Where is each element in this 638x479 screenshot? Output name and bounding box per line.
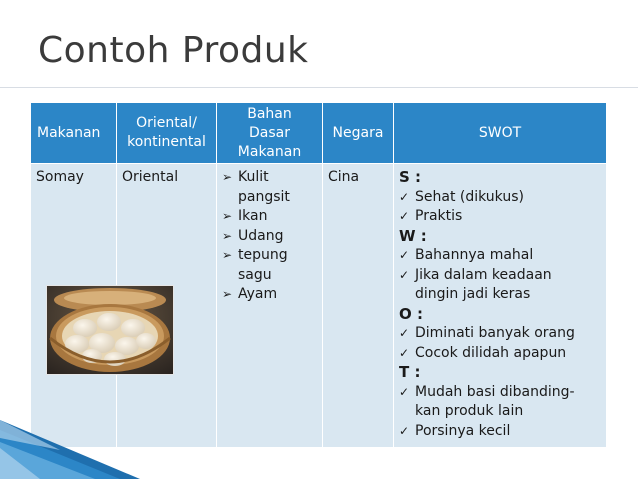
- cell-oriental: Oriental: [117, 164, 217, 448]
- swot-threat-list: [399, 383, 601, 442]
- list-item-text: Sehat (dikukus): [415, 188, 524, 205]
- header-oriental: [117, 103, 217, 164]
- list-item: [399, 266, 601, 305]
- arrow-bullet-icon: ➢: [222, 170, 233, 184]
- list-item: [399, 188, 601, 208]
- cell-bahan: [217, 164, 323, 448]
- list-item-text: sagu: [238, 266, 272, 283]
- table-header-row: [31, 103, 607, 164]
- list-item: [222, 227, 317, 247]
- list-item-text: Bahannya mahal: [415, 247, 534, 263]
- check-icon: ✓: [399, 345, 410, 360]
- cell-negara: Cina: [323, 164, 394, 448]
- dumpling-steamer-image: [47, 286, 173, 374]
- list-item-text: Ayam: [238, 286, 278, 302]
- arrow-bullet-icon: ➢: [222, 209, 233, 223]
- header-bahan: [217, 103, 323, 164]
- check-icon: ✓: [399, 267, 410, 282]
- header-makanan: Makanan: [31, 103, 117, 164]
- list-item-text: tepung: [238, 247, 288, 263]
- list-item: [222, 168, 317, 207]
- list-item-text: Mudah basi dibanding-: [415, 383, 575, 400]
- header-bahan-line: Makanan: [237, 143, 302, 160]
- check-icon: ✓: [399, 189, 410, 204]
- list-item-text: Praktis: [415, 208, 463, 224]
- swot-strength-label: S :: [399, 168, 422, 186]
- header-bahan-line: Bahan: [247, 105, 292, 122]
- list-item: [399, 344, 601, 364]
- list-item-text: Udang: [238, 227, 284, 244]
- swot-strength-list: [399, 188, 601, 227]
- list-item-text: kan produk lain: [415, 403, 524, 419]
- list-item-text: dingin jadi keras: [415, 286, 531, 302]
- decorative-swoosh: [0, 420, 140, 479]
- swot-opportunity-label: O :: [399, 304, 423, 323]
- check-icon: ✓: [399, 384, 410, 399]
- list-item: [222, 246, 317, 285]
- arrow-bullet-icon: ➢: [222, 228, 233, 243]
- list-item: [399, 207, 601, 227]
- title-divider: [0, 87, 638, 88]
- list-item-text: Porsinya kecil: [415, 422, 511, 439]
- arrow-bullet-icon: ➢: [222, 248, 233, 262]
- arrow-bullet-icon: ➢: [222, 287, 233, 301]
- slide-title: Contoh Produk: [38, 30, 309, 71]
- list-item: [399, 246, 601, 266]
- list-item: [399, 422, 601, 442]
- list-item: [399, 324, 601, 344]
- list-item-text: pangsit: [238, 188, 290, 205]
- swot-weakness-label: W :: [399, 226, 427, 245]
- list-item: [399, 383, 601, 422]
- list-item: [222, 207, 317, 227]
- swot-threat-label: T :: [399, 363, 421, 381]
- list-item: [222, 285, 317, 305]
- product-table: [30, 102, 607, 448]
- check-icon: ✓: [399, 423, 410, 438]
- swot-opportunity-list: [399, 324, 601, 363]
- cell-swot: [394, 164, 607, 448]
- dumpling-photo: [46, 285, 174, 375]
- header-oriental-line: Oriental/: [136, 115, 197, 131]
- list-item-text: Cocok dilidah apapun: [415, 344, 567, 361]
- list-item-text: Diminati banyak orang: [415, 325, 575, 341]
- list-item-text: Ikan: [238, 208, 268, 224]
- swot-weakness-list: [399, 246, 601, 305]
- header-swot: SWOT: [394, 103, 607, 164]
- header-oriental-line: kontinental: [127, 134, 206, 150]
- check-icon: ✓: [399, 326, 410, 340]
- list-item-text: Jika dalam keadaan: [415, 266, 552, 283]
- bahan-list: [222, 168, 317, 305]
- check-icon: ✓: [399, 209, 410, 223]
- check-icon: ✓: [399, 248, 410, 262]
- cell-makanan: Somay: [31, 164, 117, 448]
- list-item-text: Kulit: [238, 169, 269, 185]
- header-negara: Negara: [323, 103, 394, 164]
- header-bahan-line: Dasar: [249, 124, 290, 141]
